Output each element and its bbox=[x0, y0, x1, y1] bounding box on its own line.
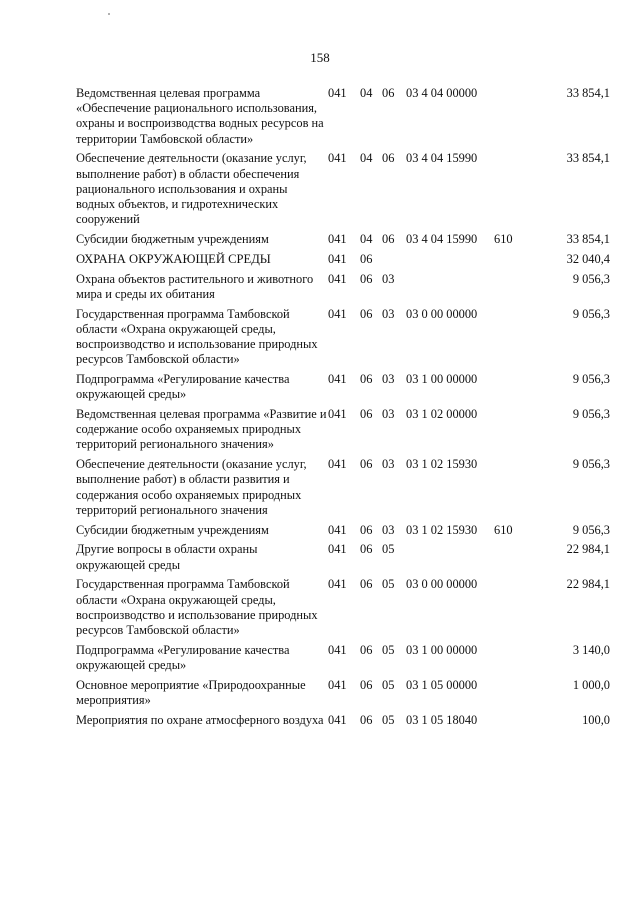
table-row bbox=[76, 86, 610, 151]
table-row bbox=[76, 372, 610, 407]
row-subsection-code: 03 bbox=[382, 407, 395, 422]
table-row bbox=[76, 232, 610, 252]
row-section-code: 04 bbox=[360, 232, 373, 247]
row-subsection-code: 05 bbox=[382, 577, 395, 592]
row-target-article: 03 1 02 00000 bbox=[406, 407, 478, 422]
row-ved-code: 041 bbox=[328, 642, 347, 657]
page-number: 158 bbox=[310, 50, 330, 65]
row-subsection-code: 06 bbox=[382, 232, 395, 247]
row-expense-type: 610 bbox=[494, 522, 513, 537]
table-row bbox=[76, 643, 610, 678]
row-ved-code: 041 bbox=[328, 577, 347, 592]
row-subsection-code: 03 bbox=[382, 372, 395, 387]
row-ved-code: 041 bbox=[328, 712, 347, 727]
row-expense-type: 610 bbox=[494, 232, 513, 247]
table-row bbox=[76, 151, 610, 232]
table-row bbox=[76, 307, 610, 372]
row-ved-code: 041 bbox=[328, 251, 347, 266]
row-expense-type bbox=[494, 643, 528, 678]
row-section-code: 04 bbox=[360, 86, 373, 100]
row-target-article: 03 4 04 15990 bbox=[406, 232, 478, 247]
row-name: Государственная программа Тамбовской области «Охрана окружающей среды, воспроизводство и использование природных ресурсов Тамбовской области» bbox=[76, 577, 318, 638]
row-target-article: 03 1 05 00000 bbox=[406, 677, 478, 692]
row-sum: 22 984,1 bbox=[566, 577, 610, 592]
row-section-code: 06 bbox=[360, 251, 373, 266]
row-expense-type bbox=[494, 372, 528, 407]
row-section-codes bbox=[360, 523, 406, 543]
table-row bbox=[76, 272, 610, 307]
row-ved-code: 041 bbox=[328, 151, 347, 166]
row-name: Государственная программа Тамбовской области «Охрана окружающей среды, воспроизводство и использование природных ресурсов Тамбовской области» bbox=[76, 306, 318, 367]
row-target-article bbox=[406, 252, 494, 272]
row-target-article bbox=[406, 542, 494, 577]
row-name: Мероприятия по охране атмосферного воздуха bbox=[76, 712, 324, 727]
row-expense-type bbox=[494, 457, 528, 522]
row-ved-code: 041 bbox=[328, 522, 347, 537]
row-target-article bbox=[406, 272, 494, 307]
row-target-article: 03 1 05 18040 bbox=[406, 712, 478, 727]
scan-speck bbox=[108, 13, 110, 15]
row-expense-type bbox=[494, 407, 528, 457]
row-sum: 9 056,3 bbox=[572, 372, 610, 387]
row-section-code: 06 bbox=[360, 522, 373, 537]
row-target-article: 03 0 00 00000 bbox=[406, 577, 478, 592]
row-target-article: 03 1 02 15930 bbox=[406, 457, 478, 472]
row-ved-code: 041 bbox=[328, 372, 347, 387]
row-expense-type bbox=[494, 678, 528, 713]
row-sum: 33 854,1 bbox=[566, 151, 610, 166]
row-target-article: 03 1 00 00000 bbox=[406, 642, 478, 657]
row-section-codes bbox=[360, 577, 406, 642]
row-name: Ведомственная целевая программа «Обеспечение рационального использования, охраны и воспроизводства водных ресурсов на территории Тамбовской области» bbox=[76, 86, 324, 146]
row-section-code: 06 bbox=[360, 642, 373, 657]
row-section-codes bbox=[360, 272, 406, 307]
row-expense-type bbox=[494, 252, 528, 272]
row-subsection-code: 03 bbox=[382, 306, 395, 321]
row-section-codes bbox=[360, 307, 406, 372]
row-section-code: 06 bbox=[360, 407, 373, 422]
row-section-code: 06 bbox=[360, 271, 373, 286]
row-sum: 9 056,3 bbox=[572, 306, 610, 321]
row-target-article: 03 1 02 15930 bbox=[406, 522, 478, 537]
row-name: Другие вопросы в области охраны окружающей среды bbox=[76, 542, 258, 572]
row-subsection-code: 03 bbox=[382, 271, 395, 286]
row-name: Подпрограмма «Регулирование качества окружающей среды» bbox=[76, 372, 290, 402]
row-section-codes bbox=[360, 252, 406, 272]
table-row bbox=[76, 252, 610, 272]
row-section-code: 06 bbox=[360, 712, 373, 727]
row-subsection-code: 05 bbox=[382, 642, 395, 657]
row-section-codes bbox=[360, 86, 406, 151]
row-subsection-code: 05 bbox=[382, 542, 395, 557]
row-expense-type bbox=[494, 542, 528, 577]
row-section-codes bbox=[360, 678, 406, 713]
row-subsection-code: 06 bbox=[382, 86, 395, 100]
row-subsection-code: 03 bbox=[382, 457, 395, 472]
row-ved-code: 041 bbox=[328, 86, 347, 100]
row-section-code: 06 bbox=[360, 306, 373, 321]
row-subsection-code: 05 bbox=[382, 712, 395, 727]
row-subsection-code: 03 bbox=[382, 522, 395, 537]
row-section-code: 06 bbox=[360, 372, 373, 387]
row-expense-type bbox=[494, 713, 528, 733]
budget-table-body bbox=[76, 86, 610, 733]
row-sum: 33 854,1 bbox=[566, 86, 610, 100]
row-name: Обеспечение деятельности (оказание услуг, выполнение работ) в области обеспечения рационального использования и охраны водных объектов, и гидротехнических сооружений bbox=[76, 151, 307, 227]
table-row bbox=[76, 577, 610, 642]
row-section-code: 06 bbox=[360, 542, 373, 557]
row-name: Подпрограмма «Регулирование качества окружающей среды» bbox=[76, 642, 290, 673]
row-sum: 9 056,3 bbox=[572, 522, 610, 537]
row-sum: 100,0 bbox=[582, 712, 610, 727]
row-section-code: 06 bbox=[360, 457, 373, 472]
row-section-code: 06 bbox=[360, 577, 373, 592]
row-sum: 3 140,0 bbox=[572, 642, 610, 657]
row-target-article: 03 4 04 00000 bbox=[406, 86, 478, 100]
row-section-codes bbox=[360, 542, 406, 577]
row-name: Обеспечение деятельности (оказание услуг, выполнение работ) в области развития и содержания особо охраняемых природных территорий регионального значения bbox=[76, 457, 307, 517]
table-row bbox=[76, 678, 610, 713]
table-row bbox=[76, 457, 610, 522]
row-expense-type bbox=[494, 86, 528, 151]
table-row bbox=[76, 542, 610, 577]
row-ved-code: 041 bbox=[328, 306, 347, 321]
table-row bbox=[76, 523, 610, 543]
row-ved-code: 041 bbox=[328, 407, 347, 422]
table-row bbox=[76, 407, 610, 457]
row-name: Субсидии бюджетным учреждениям bbox=[76, 522, 269, 537]
row-ved-code: 041 bbox=[328, 232, 347, 247]
row-sum: 22 984,1 bbox=[566, 542, 610, 557]
budget-table bbox=[76, 86, 610, 733]
row-section-code: 04 bbox=[360, 151, 373, 166]
row-section-codes bbox=[360, 643, 406, 678]
row-name: Ведомственная целевая программа «Развитие и содержание особо охраняемых природных территорий регионального значения» bbox=[76, 407, 327, 452]
row-name: ОХРАНА ОКРУЖАЮЩЕЙ СРЕДЫ bbox=[76, 251, 271, 266]
table-row bbox=[76, 713, 610, 733]
row-sum: 1 000,0 bbox=[572, 677, 610, 692]
row-ved-code: 041 bbox=[328, 271, 347, 286]
row-section-codes bbox=[360, 151, 406, 232]
row-sum: 33 854,1 bbox=[566, 232, 610, 247]
row-sum: 9 056,3 bbox=[572, 407, 610, 422]
row-ved-code: 041 bbox=[328, 457, 347, 472]
row-name: Охрана объектов растительного и животного мира и среды их обитания bbox=[76, 271, 314, 301]
row-target-article: 03 0 00 00000 bbox=[406, 306, 478, 321]
row-section-codes bbox=[360, 407, 406, 457]
row-section-codes bbox=[360, 232, 406, 252]
row-sum: 9 056,3 bbox=[572, 457, 610, 472]
row-section-code: 06 bbox=[360, 677, 373, 692]
row-target-article: 03 4 04 15990 bbox=[406, 151, 478, 166]
row-sum: 32 040,4 bbox=[566, 251, 610, 266]
row-section-codes bbox=[360, 457, 406, 522]
row-expense-type bbox=[494, 272, 528, 307]
row-expense-type bbox=[494, 151, 528, 232]
row-ved-code: 041 bbox=[328, 542, 347, 557]
row-subsection-code: 05 bbox=[382, 677, 395, 692]
row-expense-type bbox=[494, 307, 528, 372]
row-subsection-code: 06 bbox=[382, 151, 395, 166]
row-expense-type bbox=[494, 577, 528, 642]
row-section-codes bbox=[360, 372, 406, 407]
row-section-codes bbox=[360, 713, 406, 733]
row-target-article: 03 1 00 00000 bbox=[406, 372, 478, 387]
row-sum: 9 056,3 bbox=[572, 271, 610, 286]
row-name: Основное мероприятие «Природоохранные мероприятия» bbox=[76, 677, 306, 708]
row-name: Субсидии бюджетным учреждениям bbox=[76, 232, 269, 247]
row-ved-code: 041 bbox=[328, 677, 347, 692]
